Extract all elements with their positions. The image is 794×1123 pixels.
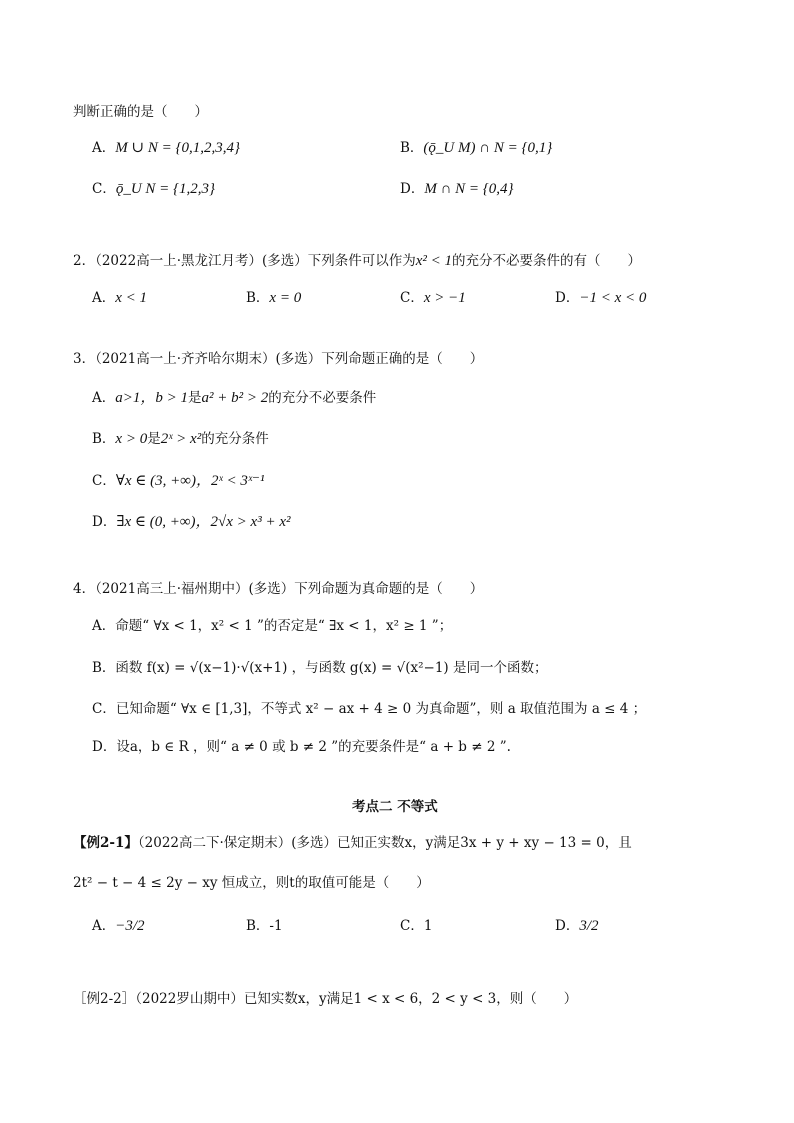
option-math: ∃x ∈ (0, +∞)，2√x > x³ + x² <box>116 514 291 530</box>
q2-stem-math: x² < 1 <box>415 253 453 269</box>
intro-stem: 判断正确的是（ ） <box>73 104 208 120</box>
option-label: B． <box>92 660 116 676</box>
q4-stem: 4．（2021高三上·福州期中）(多选）下列命题为真命题的是（ ） <box>73 581 484 597</box>
option-math: x > 0 <box>115 431 148 447</box>
option-label: A． <box>92 290 116 306</box>
example-2-2: ［例2-2］（2022罗山期中）已知实数x，y满足1 < x < 6，2 < y < 3，则（ ） <box>73 991 578 1007</box>
q4-option-b <box>92 659 547 677</box>
intro-option-a <box>92 139 240 157</box>
example-2-1-option-d <box>555 917 599 935</box>
option-text: 已知命题“ ∀x ∈ [1,3]，不等式 x² − ax + 4 ≥ 0 为真命题”，则 a 取值范围为 a ≤ 4 ； <box>115 701 647 717</box>
intro-option-b <box>400 139 552 157</box>
q3-option-c <box>92 472 264 490</box>
q2-option-d <box>555 289 646 307</box>
q2-stem <box>73 252 641 270</box>
section-title: 考点二 不等式 <box>352 799 438 815</box>
option-text: 函数 f(x) = √(x−1)·√(x+1) ，与函数 g(x) = √(x²−1) 是同一个函数； <box>115 660 548 676</box>
option-label: D． <box>400 181 425 197</box>
option-text: 是 <box>147 431 161 447</box>
option-text: 的充分不必要条件 <box>268 390 377 406</box>
option-label: A． <box>92 618 116 634</box>
option-math: 2ˣ > x² <box>160 431 202 447</box>
q3-option-a <box>92 389 376 407</box>
option-label: B． <box>246 290 270 306</box>
option-label: A． <box>92 918 116 934</box>
q2-stem-before: 2．（2022高一上·黑龙江月考）(多选）下列条件可以作为 <box>73 253 416 269</box>
option-math: −1 < x < 0 <box>579 290 647 306</box>
option-math: a>1，b > 1 <box>115 390 188 406</box>
option-math: M ∪ N = {0,1,2,3,4} <box>115 140 240 156</box>
option-label: C． <box>400 290 424 306</box>
option-label: B． <box>400 140 424 156</box>
option-text: 是 <box>188 390 202 406</box>
q2-option-c <box>400 289 466 307</box>
option-label: C． <box>92 473 116 489</box>
q3-stem: 3．（2021高一上·齐齐哈尔期末）(多选）下列命题正确的是（ ） <box>73 351 484 367</box>
option-label: C． <box>400 918 424 934</box>
option-math: a² + b² > 2 <box>201 390 269 406</box>
option-label: A． <box>92 390 116 406</box>
option-math: x > −1 <box>423 290 466 306</box>
option-label: D． <box>92 739 117 755</box>
example-2-1-option-c <box>400 917 432 935</box>
q4-option-d <box>92 738 511 756</box>
option-math: x = 0 <box>269 290 302 306</box>
option-text: 设a，b ∈ R ，则“ a ≠ 0 或 b ≠ 2 ”的充要条件是“ a + b ≠ 2 ”. <box>116 739 511 755</box>
option-label: A． <box>92 140 116 156</box>
intro-option-d <box>400 180 514 198</box>
option-math: (ǭ_U M) ∩ N = {0,1} <box>423 140 553 156</box>
q2-option-a <box>92 289 147 307</box>
q4-option-c <box>92 700 646 718</box>
example-2-1-option-a <box>92 917 145 935</box>
q2-stem-after: 的充分不必要条件的有（ ） <box>452 253 642 269</box>
example-2-1-line2: 2t² − t − 4 ≤ 2y − xy 恒成立，则t的取值可能是（ ） <box>73 875 430 891</box>
option-label: D． <box>555 290 580 306</box>
q3-option-d <box>92 513 290 531</box>
q2-option-b <box>246 289 301 307</box>
option-math: 3/2 <box>579 918 599 934</box>
option-math: M ∩ N = {0,4} <box>424 181 514 197</box>
example-2-1-option-b <box>246 917 283 935</box>
example-2-1-line1 <box>73 834 632 852</box>
option-label: C． <box>92 181 116 197</box>
option-math: −3/2 <box>115 918 145 934</box>
option-label: C． <box>92 701 116 717</box>
option-math: x < 1 <box>115 290 148 306</box>
q4-option-a <box>92 617 452 635</box>
option-math: 1 <box>423 918 433 934</box>
example-tag: 【例2-1】 <box>73 835 138 851</box>
option-label: B． <box>92 431 116 447</box>
option-text: 的充分条件 <box>201 431 269 447</box>
option-label: D． <box>555 918 580 934</box>
option-label: D． <box>92 514 117 530</box>
q3-option-b <box>92 430 269 448</box>
option-math: -1 <box>269 918 283 934</box>
option-math: ∀x ∈ (3, +∞)，2ˣ < 3ˣ⁻¹ <box>115 473 265 489</box>
example-text: （2022高二下·保定期末）(多选）已知正实数x，y满足3x + y + xy − 13 = 0，且 <box>137 835 632 851</box>
option-math: ǭ_U N = {1,2,3} <box>115 181 216 197</box>
option-label: B． <box>246 918 270 934</box>
intro-option-c <box>92 180 215 198</box>
option-text: 命题“ ∀x < 1，x² < 1 ”的否定是“ ∃x < 1，x² ≥ 1 ”； <box>115 618 453 634</box>
